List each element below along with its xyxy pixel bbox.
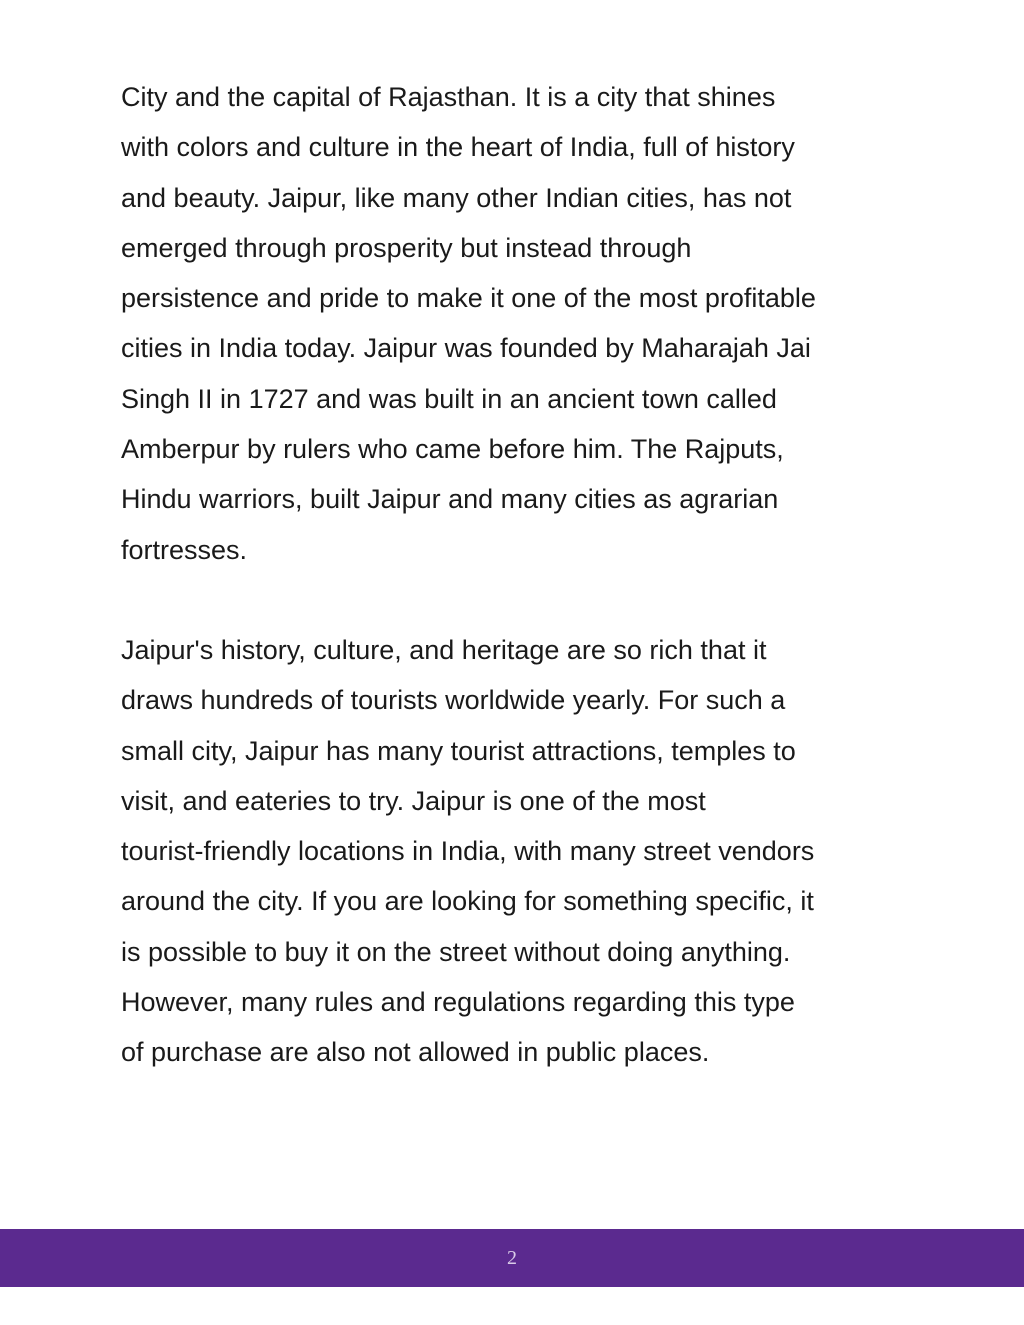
text-line: Hindu warriors, built Jaipur and many cities as agrarian bbox=[121, 484, 779, 515]
text-line: Jaipur's history, culture, and heritage are so rich that it bbox=[121, 634, 767, 665]
text-line: Singh II in 1727 and was built in an ancient town called bbox=[121, 383, 777, 414]
text-line: visit, and eateries to try. Jaipur is one of the most bbox=[121, 785, 706, 816]
text-line: fortresses. bbox=[121, 534, 248, 565]
text-line: with colors and culture in the heart of India, full of history bbox=[121, 132, 795, 163]
text-line: around the city. If you are looking for something specific, it bbox=[121, 886, 814, 917]
text-line: is possible to buy it on the street without doing anything. bbox=[121, 936, 791, 967]
page-body bbox=[121, 72, 911, 1078]
text-line: and beauty. Jaipur, like many other Indian cities, has not bbox=[121, 182, 792, 213]
page-number: 2 bbox=[507, 1246, 517, 1269]
text-line: However, many rules and regulations regarding this type bbox=[121, 987, 795, 1018]
paragraph-2 bbox=[121, 625, 911, 1078]
footer-bar bbox=[0, 1229, 1024, 1287]
text-line: Amberpur by rulers who came before him. The Rajputs, bbox=[121, 434, 784, 465]
text-line: cities in India today. Jaipur was founded by Maharajah Jai bbox=[121, 333, 811, 364]
text-line: of purchase are also not allowed in public places. bbox=[121, 1037, 710, 1068]
text-line: draws hundreds of tourists worldwide yearly. For such a bbox=[121, 685, 786, 716]
text-line: persistence and pride to make it one of the most profitable bbox=[121, 283, 816, 314]
paragraph-1 bbox=[121, 72, 911, 575]
text-line: tourist-friendly locations in India, with many street vendors bbox=[121, 836, 815, 867]
text-line: City and the capital of Rajasthan. It is a city that shines bbox=[121, 82, 776, 112]
text-line: small city, Jaipur has many tourist attractions, temples to bbox=[121, 735, 796, 766]
text-line: emerged through prosperity but instead through bbox=[121, 232, 692, 263]
